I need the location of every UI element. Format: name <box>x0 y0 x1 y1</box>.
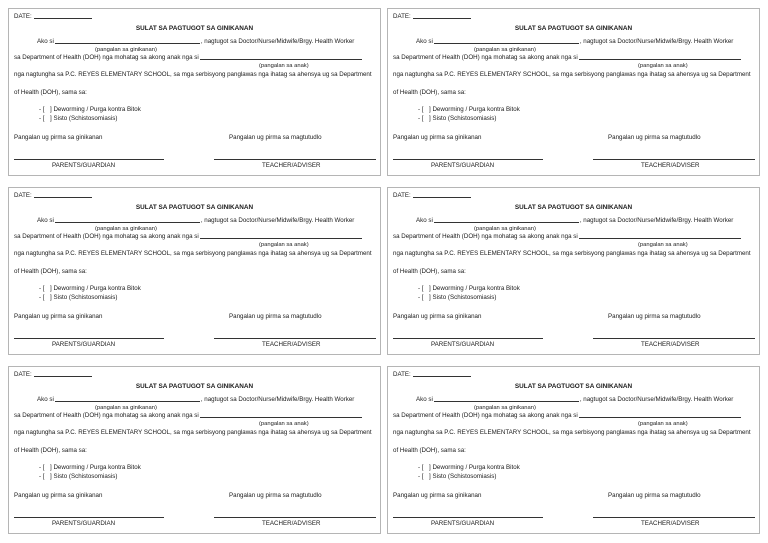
date-blank[interactable] <box>413 18 471 19</box>
parent-signature-label: Pangalan ug pirma sa ginikanan <box>393 313 482 320</box>
child-line <box>393 55 741 61</box>
parent-name-blank[interactable] <box>434 401 579 402</box>
parent-name-hint: (pangalan sa ginikanan) <box>474 47 536 53</box>
parent-line <box>416 218 733 224</box>
teacher-caption: TEACHER/ADVISER <box>641 341 700 348</box>
slip-title: SULAT SA PAGTUGOT SA GINIKANAN <box>135 25 254 32</box>
line1-prefix: Ako si <box>37 38 54 45</box>
parent-signature-line[interactable] <box>14 338 164 339</box>
date-field <box>393 372 471 378</box>
parent-name-blank[interactable] <box>434 222 579 223</box>
teacher-signature-line[interactable] <box>593 159 755 160</box>
line1-suffix: , nagtugot sa Doctor/Nurse/Midwife/Brgy. Health Worker <box>200 217 355 224</box>
slip-title: SULAT SA PAGTUGOT SA GINIKANAN <box>514 25 633 32</box>
child-line <box>14 55 362 61</box>
option-sisto-label: ] Sisto (Schistosomiasis) <box>429 294 497 301</box>
teacher-signature-label: Pangalan ug pirma sa magtutudlo <box>229 134 322 141</box>
checkbox-marker: - [ <box>418 473 424 480</box>
option-sisto[interactable] <box>418 116 496 122</box>
option-deworming[interactable] <box>418 286 520 292</box>
option-sisto-label: ] Sisto (Schistosomiasis) <box>429 473 497 480</box>
option-sisto[interactable] <box>418 295 496 301</box>
consent-slip-6 <box>387 366 760 534</box>
doh-line: of Health (DOH), sama sa: <box>393 447 466 454</box>
option-sisto[interactable] <box>418 474 496 480</box>
school-line: nga nagtungha sa P.C. REYES ELEMENTARY SCHOOL, sa mga serbisyong panglawas nga ihatag sa ahensya ug sa Department <box>393 429 751 436</box>
slip-title: SULAT SA PAGTUGOT SA GINIKANAN <box>135 383 254 390</box>
child-name-blank[interactable] <box>579 59 741 60</box>
line1-suffix: , nagtugot sa Doctor/Nurse/Midwife/Brgy. Health Worker <box>200 396 355 403</box>
teacher-signature-line[interactable] <box>593 338 755 339</box>
checkbox-marker: - [ <box>39 294 45 301</box>
parent-name-hint: (pangalan sa ginikanan) <box>95 405 157 411</box>
date-blank[interactable] <box>34 376 92 377</box>
option-deworming-label: ] Deworming / Purga kontra Bitok <box>429 106 520 113</box>
parent-signature-label: Pangalan ug pirma sa ginikanan <box>14 492 103 499</box>
date-blank[interactable] <box>34 18 92 19</box>
checkbox-marker: - [ <box>418 115 424 122</box>
option-deworming[interactable] <box>39 107 141 113</box>
option-sisto-label: ] Sisto (Schistosomiasis) <box>50 473 118 480</box>
parent-signature-label: Pangalan ug pirma sa ginikanan <box>393 492 482 499</box>
checkbox-marker: - [ <box>39 473 45 480</box>
child-name-hint: (pangalan sa anak) <box>259 242 309 248</box>
option-sisto-label: ] Sisto (Schistosomiasis) <box>50 294 118 301</box>
parent-line <box>416 397 733 403</box>
line1-prefix: Ako si <box>37 217 54 224</box>
consent-slip-3 <box>8 187 381 355</box>
teacher-caption: TEACHER/ADVISER <box>262 520 321 527</box>
line2-prefix: sa Department of Health (DOH) nga mohatag sa akong anak nga si <box>14 54 199 61</box>
teacher-caption: TEACHER/ADVISER <box>641 520 700 527</box>
checkbox-marker: - [ <box>418 106 424 113</box>
date-label: DATE: <box>14 13 32 20</box>
checkbox-marker: - [ <box>418 285 424 292</box>
child-name-hint: (pangalan sa anak) <box>638 63 688 69</box>
line1-prefix: Ako si <box>37 396 54 403</box>
teacher-signature-label: Pangalan ug pirma sa magtutudlo <box>229 313 322 320</box>
line2-prefix: sa Department of Health (DOH) nga mohatag sa akong anak nga si <box>393 233 578 240</box>
line1-prefix: Ako si <box>416 396 433 403</box>
option-deworming-label: ] Deworming / Purga kontra Bitok <box>50 285 141 292</box>
date-label: DATE: <box>393 13 411 20</box>
teacher-signature-label: Pangalan ug pirma sa magtutudlo <box>608 492 701 499</box>
line1-suffix: , nagtugot sa Doctor/Nurse/Midwife/Brgy. Health Worker <box>579 38 734 45</box>
parent-name-blank[interactable] <box>434 43 579 44</box>
line1-suffix: , nagtugot sa Doctor/Nurse/Midwife/Brgy. Health Worker <box>200 38 355 45</box>
school-line: nga nagtungha sa P.C. REYES ELEMENTARY SCHOOL, sa mga serbisyong panglawas nga ihatag sa ahensya ug sa Department <box>14 429 372 436</box>
doh-line: of Health (DOH), sama sa: <box>14 447 87 454</box>
doh-line: of Health (DOH), sama sa: <box>14 89 87 96</box>
date-field <box>393 14 471 20</box>
option-sisto-label: ] Sisto (Schistosomiasis) <box>429 115 497 122</box>
parent-signature-label: Pangalan ug pirma sa ginikanan <box>393 134 482 141</box>
line1-prefix: Ako si <box>416 217 433 224</box>
option-deworming[interactable] <box>39 286 141 292</box>
teacher-signature-line[interactable] <box>214 517 376 518</box>
parent-line <box>416 39 733 45</box>
checkbox-marker: - [ <box>418 294 424 301</box>
child-name-blank[interactable] <box>200 59 362 60</box>
option-deworming[interactable] <box>418 465 520 471</box>
date-blank[interactable] <box>413 376 471 377</box>
teacher-signature-line[interactable] <box>214 159 376 160</box>
parent-signature-line[interactable] <box>393 159 543 160</box>
parent-line <box>37 397 354 403</box>
option-deworming[interactable] <box>418 107 520 113</box>
child-name-hint: (pangalan sa anak) <box>259 421 309 427</box>
parent-name-hint: (pangalan sa ginikanan) <box>474 405 536 411</box>
school-line: nga nagtungha sa P.C. REYES ELEMENTARY SCHOOL, sa mga serbisyong panglawas nga ihatag sa ahensya ug sa Department <box>14 71 372 78</box>
date-label: DATE: <box>14 192 32 199</box>
option-deworming-label: ] Deworming / Purga kontra Bitok <box>50 464 141 471</box>
child-line <box>393 413 741 419</box>
option-deworming-label: ] Deworming / Purga kontra Bitok <box>429 464 520 471</box>
parent-signature-label: Pangalan ug pirma sa ginikanan <box>14 134 103 141</box>
line1-suffix: , nagtugot sa Doctor/Nurse/Midwife/Brgy. Health Worker <box>579 396 734 403</box>
line2-prefix: sa Department of Health (DOH) nga mohatag sa akong anak nga si <box>393 54 578 61</box>
option-sisto[interactable] <box>39 295 117 301</box>
child-name-blank[interactable] <box>579 417 741 418</box>
child-line <box>14 413 362 419</box>
teacher-caption: TEACHER/ADVISER <box>262 162 321 169</box>
teacher-caption: TEACHER/ADVISER <box>262 341 321 348</box>
child-name-blank[interactable] <box>579 238 741 239</box>
parent-signature-line[interactable] <box>393 338 543 339</box>
checkbox-marker: - [ <box>39 464 45 471</box>
slip-title: SULAT SA PAGTUGOT SA GINIKANAN <box>514 383 633 390</box>
date-field <box>393 193 471 199</box>
parent-signature-line[interactable] <box>14 159 164 160</box>
teacher-signature-line[interactable] <box>214 338 376 339</box>
option-deworming-label: ] Deworming / Purga kontra Bitok <box>429 285 520 292</box>
line2-prefix: sa Department of Health (DOH) nga mohatag sa akong anak nga si <box>14 233 199 240</box>
parent-name-blank[interactable] <box>55 222 200 223</box>
parent-signature-label: Pangalan ug pirma sa ginikanan <box>14 313 103 320</box>
consent-slip-4 <box>387 187 760 355</box>
parent-name-hint: (pangalan sa ginikanan) <box>474 226 536 232</box>
option-sisto[interactable] <box>39 474 117 480</box>
doh-line: of Health (DOH), sama sa: <box>393 89 466 96</box>
consent-slip-2 <box>387 8 760 176</box>
teacher-signature-label: Pangalan ug pirma sa magtutudlo <box>229 492 322 499</box>
child-name-blank[interactable] <box>200 238 362 239</box>
date-field <box>14 193 92 199</box>
child-name-hint: (pangalan sa anak) <box>259 63 309 69</box>
doh-line: of Health (DOH), sama sa: <box>14 268 87 275</box>
child-line <box>14 234 362 240</box>
line1-prefix: Ako si <box>416 38 433 45</box>
slip-title: SULAT SA PAGTUGOT SA GINIKANAN <box>135 204 254 211</box>
checkbox-marker: - [ <box>418 464 424 471</box>
parent-caption: PARENTS/GUARDIAN <box>431 520 495 527</box>
teacher-signature-label: Pangalan ug pirma sa magtutudlo <box>608 134 701 141</box>
consent-slip-1 <box>8 8 381 176</box>
child-name-hint: (pangalan sa anak) <box>638 242 688 248</box>
parent-caption: PARENTS/GUARDIAN <box>52 341 116 348</box>
date-label: DATE: <box>14 371 32 378</box>
parent-line <box>37 218 354 224</box>
date-field <box>14 14 92 20</box>
date-blank[interactable] <box>413 197 471 198</box>
date-label: DATE: <box>393 371 411 378</box>
parent-name-hint: (pangalan sa ginikanan) <box>95 226 157 232</box>
parent-signature-line[interactable] <box>14 517 164 518</box>
doh-line: of Health (DOH), sama sa: <box>393 268 466 275</box>
date-label: DATE: <box>393 192 411 199</box>
option-sisto[interactable] <box>39 116 117 122</box>
parent-caption: PARENTS/GUARDIAN <box>52 520 116 527</box>
school-line: nga nagtungha sa P.C. REYES ELEMENTARY SCHOOL, sa mga serbisyong panglawas nga ihatag sa ahensya ug sa Department <box>393 250 751 257</box>
line2-prefix: sa Department of Health (DOH) nga mohatag sa akong anak nga si <box>393 412 578 419</box>
parent-name-hint: (pangalan sa ginikanan) <box>95 47 157 53</box>
parent-caption: PARENTS/GUARDIAN <box>431 341 495 348</box>
child-name-blank[interactable] <box>200 417 362 418</box>
checkbox-marker: - [ <box>39 115 45 122</box>
teacher-signature-label: Pangalan ug pirma sa magtutudlo <box>608 313 701 320</box>
parent-name-blank[interactable] <box>55 401 200 402</box>
option-deworming[interactable] <box>39 465 141 471</box>
consent-slip-5 <box>8 366 381 534</box>
line1-suffix: , nagtugot sa Doctor/Nurse/Midwife/Brgy. Health Worker <box>579 217 734 224</box>
teacher-signature-line[interactable] <box>593 517 755 518</box>
parent-line <box>37 39 354 45</box>
parent-signature-line[interactable] <box>393 517 543 518</box>
school-line: nga nagtungha sa P.C. REYES ELEMENTARY SCHOOL, sa mga serbisyong panglawas nga ihatag sa ahensya ug sa Department <box>14 250 372 257</box>
checkbox-marker: - [ <box>39 285 45 292</box>
child-name-hint: (pangalan sa anak) <box>638 421 688 427</box>
date-field <box>14 372 92 378</box>
school-line: nga nagtungha sa P.C. REYES ELEMENTARY SCHOOL, sa mga serbisyong panglawas nga ihatag sa ahensya ug sa Department <box>393 71 751 78</box>
line2-prefix: sa Department of Health (DOH) nga mohatag sa akong anak nga si <box>14 412 199 419</box>
parent-caption: PARENTS/GUARDIAN <box>431 162 495 169</box>
parent-caption: PARENTS/GUARDIAN <box>52 162 116 169</box>
option-sisto-label: ] Sisto (Schistosomiasis) <box>50 115 118 122</box>
date-blank[interactable] <box>34 197 92 198</box>
slip-title: SULAT SA PAGTUGOT SA GINIKANAN <box>514 204 633 211</box>
checkbox-marker: - [ <box>39 106 45 113</box>
teacher-caption: TEACHER/ADVISER <box>641 162 700 169</box>
child-line <box>393 234 741 240</box>
option-deworming-label: ] Deworming / Purga kontra Bitok <box>50 106 141 113</box>
parent-name-blank[interactable] <box>55 43 200 44</box>
